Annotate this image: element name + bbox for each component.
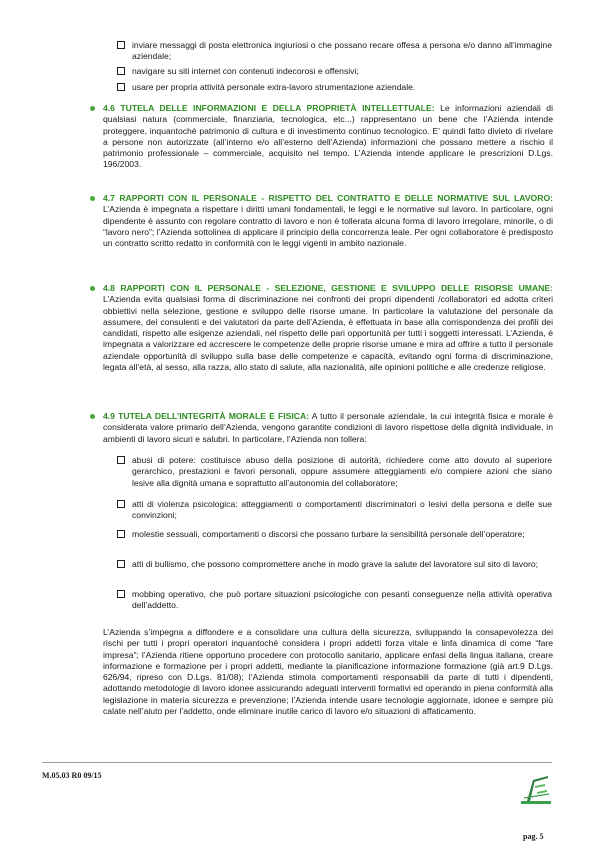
list-item: mobbing operativo, che può portare situazioni psicologiche con pesanti conseguenze nella attività operativa dell’addetto. (132, 589, 552, 612)
section-body: L’Azienda evita qualsiasi forma di discriminazione nei confronti dei propri dipendenti /collaboratori ed adotta criteri obbiettivi nella selezione, gestione e sviluppo delle risorse umane. In particolare la valutazione del personale da assumere, dei consulenti e dei valutatori da parte dell’Azienda, è effettuata in base alla corrispondenza dei profili dei candidati, rispetto alle esigenze aziendali, nel rispetto delle pari opportunità per tutti i soggetti interessati. L’Azienda, è impegnata a valorizzare ed accrescere le competenze delle proprie risorse umane e mira ad offrire a tutto il personale aziendale opportunità di sviluppo sulla base delle competenze e capacità, evitando ogni forma di discriminazione, legata all’età, al sesso, alla razza, allo stato di salute, alla nazionalità, alle opinioni politiche e alle credenze religiose. (103, 294, 553, 373)
checkbox-icon (117, 41, 125, 49)
page-number: pag. 5 (523, 832, 544, 841)
checkbox-icon (117, 456, 125, 464)
checkbox-icon (117, 83, 125, 91)
list-item: inviare messaggi di posta elettronica ingiuriosi o che possano recare offesa a persona e/o danno all’immagine aziendale; (132, 40, 552, 63)
checkbox-icon (117, 590, 125, 598)
section-4-6 (103, 103, 553, 171)
footer-divider (42, 762, 552, 763)
section-heading: 4.7 RAPPORTI CON IL PERSONALE - RISPETTO DEL CONTRATTO E DELLE NORMATIVE SUL LAVORO: (103, 193, 553, 203)
section-4-8 (103, 283, 553, 373)
section-heading: 4.9 TUTELA DELL’INTEGRITÀ MORALE E FISICA: (103, 411, 310, 421)
section-body: Le informazioni aziendali di qualsiasi natura (commerciale, finanziaria, tecnologica, etc...) rappresentano un bene che l’Azienda intende proteggere, inquantoché patrimonio di cultura e di investimento continuo tecnologico. E’ quindi fatto divieto di rivelare a persone non autorizzate (all’interno e/o all’esterno dell’Azienda) informazioni che possano mettere a rischio il patrimonio professionale – commerciale, acquisito nel tempo. L’Azienda intende applicare le prescrizioni D.Lgs. 196/2003. (103, 103, 553, 170)
document-code: M.05.03 R0 09/15 (42, 771, 102, 780)
bullet-icon (90, 106, 95, 111)
checkbox-icon (117, 530, 125, 538)
section-body: A tutto il personale aziendale, la cui integrità fisica e morale è considerata valore primario dell’Azienda, vengono garantite condizioni di lavoro rispettose della dignità individuale, in ambienti di lavoro sicuri e salubri. In particolare, l’Azienda non tollera: (103, 411, 553, 444)
section-body: L’Azienda è impegnata a rispettare i diritti umani fondamentali, le leggi e le normative sul lavoro. In particolare, ogni dipendente è assunto con regolare contratto di lavoro e non è tollerata alcuna forma di lavoro irregolare, minorile, o di “lavoro nero”; l’Azienda sottolinea di applicare il principio della concorrenza leale. Per ogni collaboratore è predisposto un contratto scritto redatto in conformità con le leggi vigenti in ambito nazionale. (103, 204, 553, 249)
closing-paragraph: L’Azienda s’impegna a diffondere e a consolidare una cultura della sicurezza, sviluppando la consapevolezza dei rischi per tutti i propri operatori inquantoché considera i propri addetti forza vitale e linfa dinamica di come “fare impresa”; l’Azienda ritiene opportuno procedere con protocollo sanitario, applicare enfasi della lingua italiana, creare informazione e formazione per i propri addetti, mediante la pianificazione informazione formazione (già art.9 D.Lgs. 626/94, ripreso con D.Lgs. 81/08); l’Azienda stimola comportamenti responsabili da parte di tutti i dipendenti, adottando metodologie di lavoro idonee assicurando adeguati interventi formativi ed operando in piena conformità alla legislazione in materia sicurezza e prevenzione; l’Azienda intende usare tecnologie aggiornate, idonee e sempre più calate nell’aiuto per l’addetto, onde eliminare inutile carico di lavoro e/o situazioni di affaticamento. (103, 627, 553, 717)
bullet-icon (90, 286, 95, 291)
list-item: atti di bullismo, che possono compromettere anche in modo grave la salute del lavoratore sul sito di lavoro; (132, 559, 552, 570)
checkbox-icon (117, 500, 125, 508)
section-heading: 4.8 RAPPORTI CON IL PERSONALE - SELEZIONE, GESTIONE E SVILUPPO DELLE RISORSE UMANE: (103, 283, 553, 293)
bullet-icon (90, 414, 95, 419)
section-heading: 4.6 TUTELA DELLE INFORMAZIONI E DELLA PROPRIETÀ INTELLETTUALE: (103, 103, 435, 113)
list-item: atti di violenza psicologica: atteggiamenti o comportamenti discriminatori o lesivi della persona e delle sue convinzioni; (132, 499, 552, 522)
section-4-7 (103, 193, 553, 249)
section-4-9 (103, 411, 553, 445)
checkbox-icon (117, 560, 125, 568)
company-logo-icon (521, 772, 551, 806)
list-item: abusi di potere: costituisce abuso della posizione di autorità, richiedere come atto dovuto al superiore gerarchico, prestazioni e favori personali, oppure assumere atteggiamenti e/o compiere azioni che siano lesive alla dignità umana e soprattutto all’autonomia del collaboratore; (132, 455, 552, 489)
list-item: molestie sessuali, comportamenti o discorsi che possano turbare la sensibilità personale dell’operatore; (132, 529, 552, 540)
list-item: navigare su siti internet con contenuti indecorosi e offensivi; (132, 66, 552, 77)
bullet-icon (90, 196, 95, 201)
list-item: usare per propria attività personale extra-lavoro strumentazione aziendale. (132, 82, 552, 93)
checkbox-icon (117, 67, 125, 75)
